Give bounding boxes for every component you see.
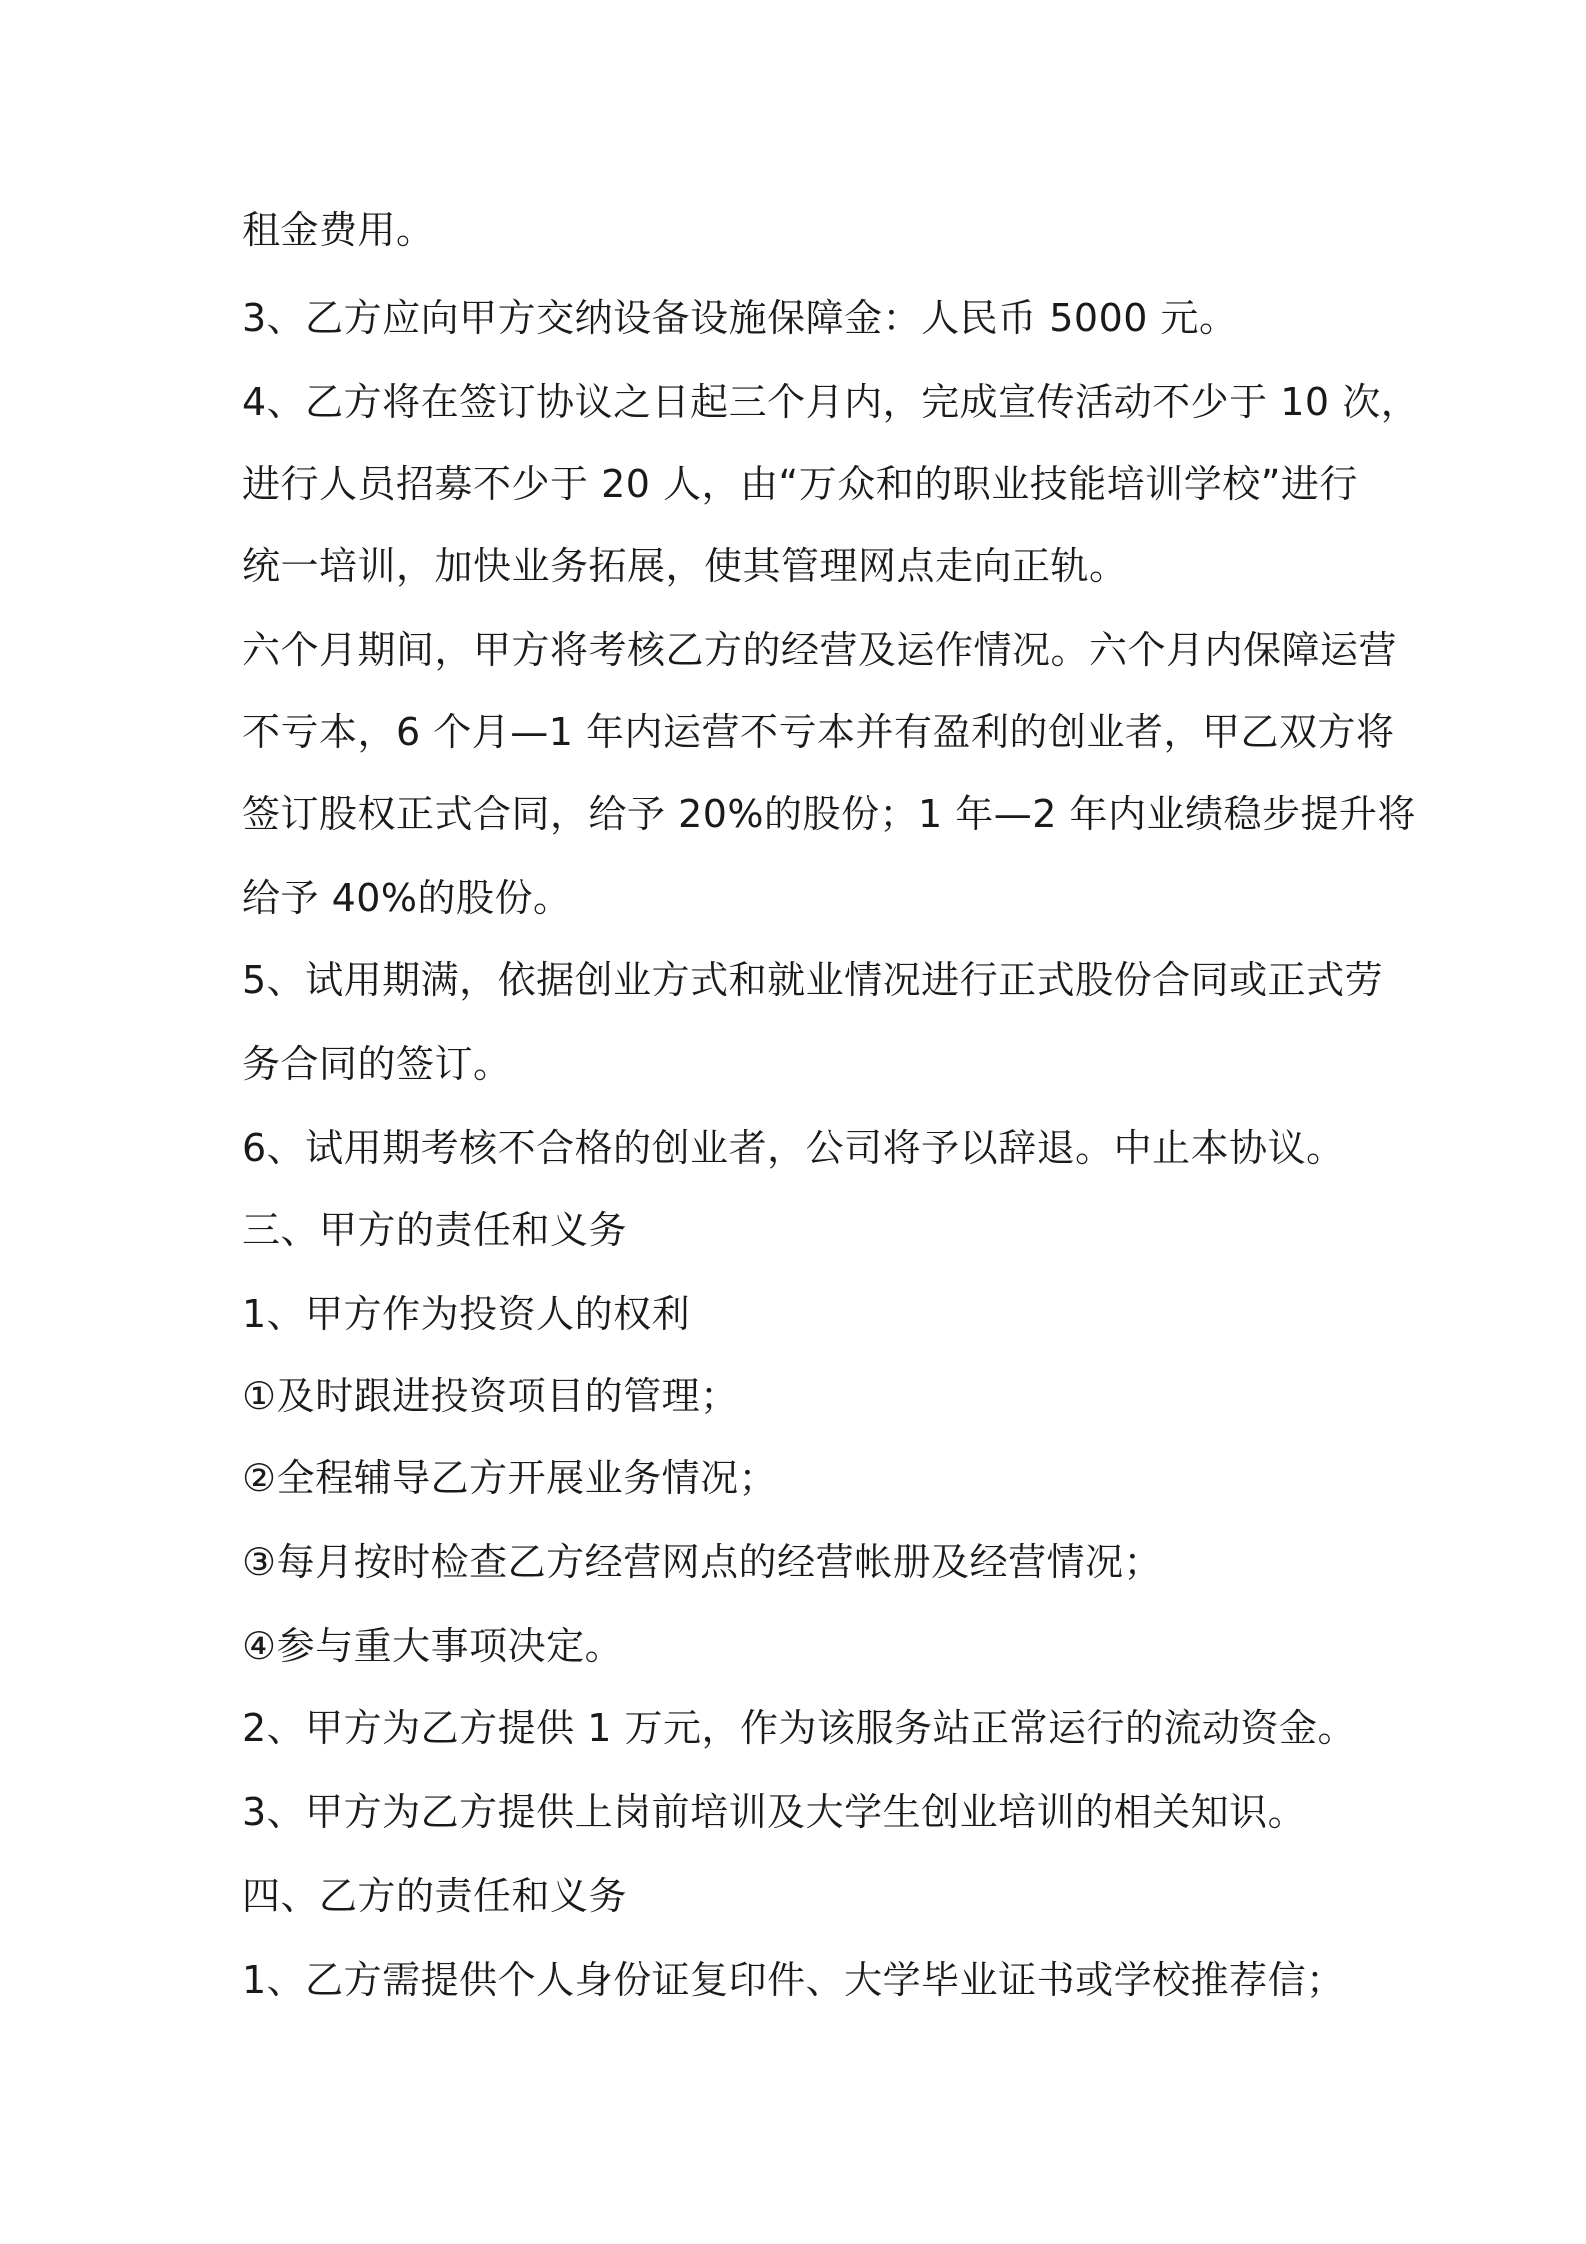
text-line-15: ①及时跟进投资项目的管理；	[242, 1374, 739, 1418]
section-heading-4: 四、乙方的责任和义务	[242, 1874, 628, 1918]
text-line-19: 2、甲方为乙方提供 1 万元，作为该服务站正常运行的流动资金。	[242, 1706, 1357, 1750]
text-line-7: 不亏本，6 个月—1 年内运营不亏本并有盈利的创业者，甲乙双方将	[242, 710, 1395, 754]
text-line-22: 1、乙方需提供个人身份证复印件、大学毕业证书或学校推荐信；	[242, 1958, 1345, 2002]
text-line-10: 5、试用期满，依据创业方式和就业情况进行正式股份合同或正式劳	[242, 958, 1384, 1002]
text-line-20: 3、甲方为乙方提供上岗前培训及大学生创业培训的相关知识。	[242, 1790, 1307, 1834]
text-line-12: 6、试用期考核不合格的创业者，公司将予以辞退。中止本协议。	[242, 1126, 1345, 1170]
text-line-3: 4、乙方将在签订协议之日起三个月内，完成宣传活动不少于 10 次，	[242, 380, 1420, 424]
text-line-6: 六个月期间，甲方将考核乙方的经营及运作情况。六个月内保障运营	[242, 628, 1398, 672]
text-line-1: 租金费用。	[242, 208, 435, 252]
text-line-17: ③每月按时检查乙方经营网点的经营帐册及经营情况；	[242, 1540, 1163, 1584]
text-line-2: 3、乙方应向甲方交纳设备设施保障金：人民币 5000 元。	[242, 296, 1238, 340]
text-line-16: ②全程辅导乙方开展业务情况；	[242, 1456, 778, 1500]
text-line-14: 1、甲方作为投资人的权利	[242, 1292, 691, 1336]
section-heading-3: 三、甲方的责任和义务	[242, 1208, 628, 1252]
text-line-4: 进行人员招募不少于 20 人，由“万众和的职业技能培训学校”进行	[242, 462, 1358, 506]
text-line-18: ④参与重大事项决定。	[242, 1624, 624, 1668]
text-line-8: 签订股权正式合同，给予 20%的股份；1 年—2 年内业绩稳步提升将	[242, 792, 1417, 836]
text-line-11: 务合同的签订。	[242, 1042, 512, 1086]
text-line-9: 给予 40%的股份。	[242, 876, 572, 920]
text-line-5: 统一培训，加快业务拓展，使其管理网点走向正轨。	[242, 544, 1128, 588]
